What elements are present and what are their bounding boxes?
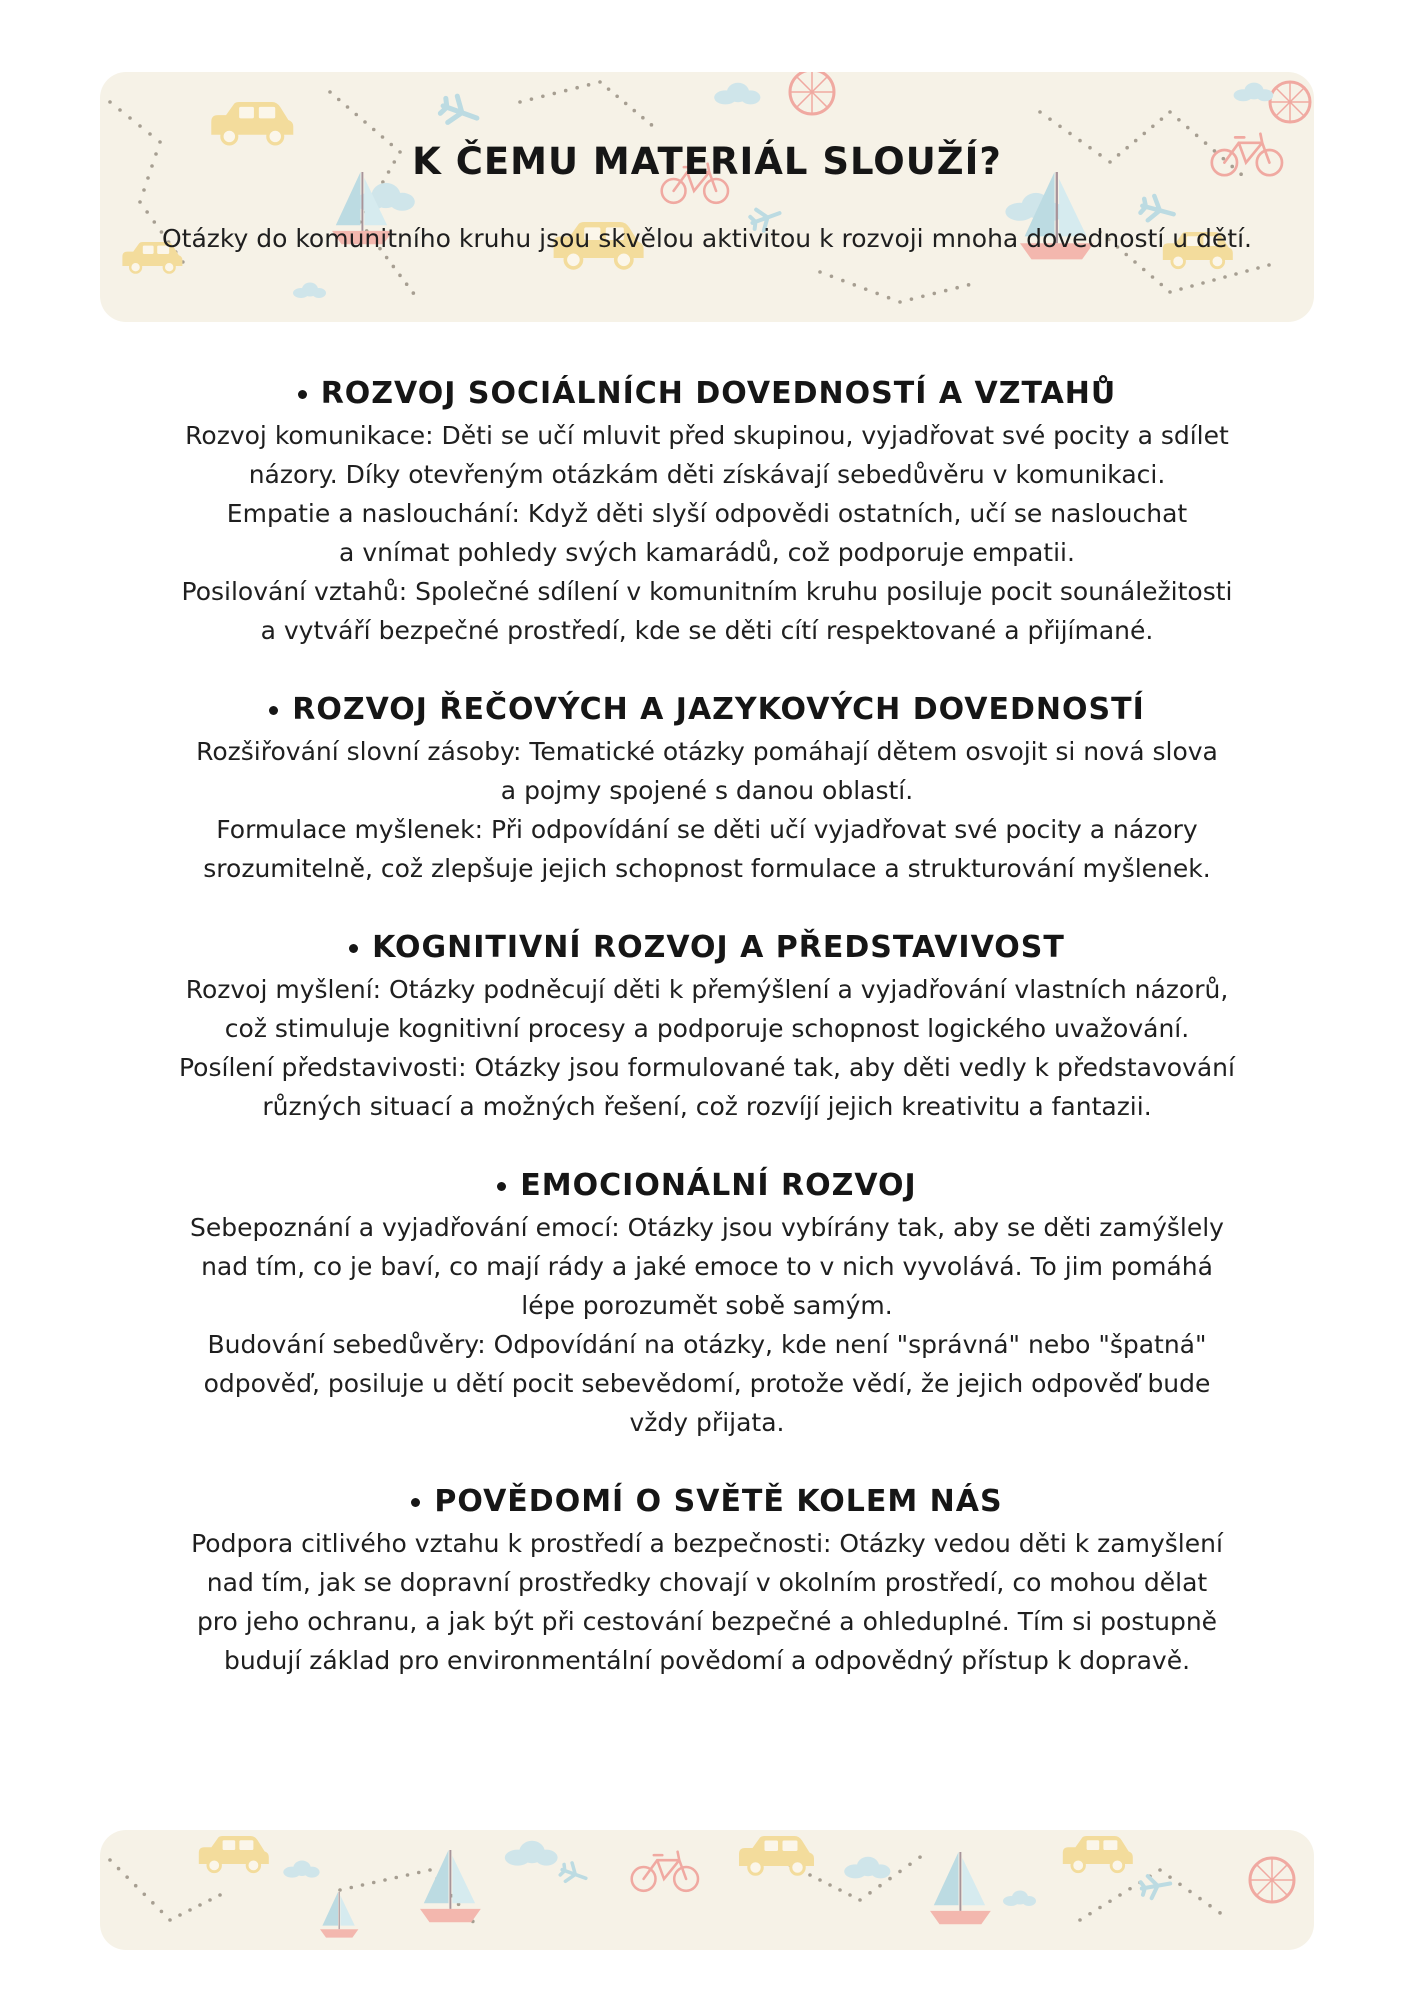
section-heading: [100, 1482, 1314, 1522]
body-line: a vnímat pohledy svých kamarádů, což podporuje empatii.: [339, 538, 1075, 567]
section-body: [100, 970, 1314, 1126]
page-title: K ČEMU MATERIÁL SLOUŽÍ?: [412, 140, 1002, 183]
bullet-icon: [269, 706, 278, 715]
section-heading: [100, 928, 1314, 968]
body-line: odpověď, posiluje u dětí pocit sebevědomí, protože vědí, že jejich odpověď bude: [203, 1369, 1211, 1398]
airplane-icon: [559, 1860, 589, 1887]
section-body: [100, 1208, 1314, 1442]
cloud-icon: [293, 283, 326, 299]
body-line: Posílení představivosti: Otázky jsou formulované tak, aby děti vedly k představování: [179, 1053, 1235, 1082]
page-subtitle: Otázky do komunitního kruhu jsou skvělou aktivitou k rozvoji mnoha dovedností u dětí.: [161, 224, 1252, 253]
body-line: nad tím, jak se dopravní prostředky chovají v okolním prostředí, co mohou dělat: [206, 1568, 1208, 1597]
body-line: různých situací a možných řešení, což rozvíjí jejich kreativitu a fantazii.: [262, 1092, 1152, 1121]
body-line: vždy přijata.: [629, 1408, 785, 1437]
body-line: a vytváří bezpečné prostředí, kde se děti cítí respektované a přijímané.: [260, 616, 1154, 645]
cloud-icon: [1003, 1891, 1036, 1907]
section-heading: [100, 690, 1314, 730]
airplane-icon: [1140, 1872, 1172, 1899]
section-body: [100, 416, 1314, 650]
bicycle-icon: [632, 1852, 698, 1891]
footer-banner: [100, 1830, 1314, 1950]
bullet-icon: [349, 944, 358, 953]
body-line: a pojmy spojené s danou oblastí.: [500, 776, 914, 805]
car-icon: [199, 1836, 269, 1872]
body-line: Posilování vztahů: Společné sdílení v komunitním kruhu posiluje pocit sounáležitosti: [181, 577, 1233, 606]
airplane-icon: [1139, 194, 1177, 227]
cloud-icon: [714, 83, 760, 105]
body-line: pro jeho ochranu, a jak být při cestování bezpečné a ohleduplné. Tím si postupně: [196, 1607, 1218, 1636]
airplane-icon: [438, 93, 481, 132]
bullet-icon: [497, 1182, 506, 1191]
section-heading: [100, 1166, 1314, 1206]
dotted-path: [328, 90, 415, 295]
body-line: Budování sebedůvěry: Odpovídání na otázky, kde není "správná" nebo "špatná": [207, 1330, 1207, 1359]
body-line: nad tím, co je baví, co mají rády a jaké emoce to v nich vyvolává. To jim pomáhá: [201, 1252, 1213, 1281]
cloud-icon: [1234, 83, 1274, 102]
body-line: Rozšiřování slovní zásoby: Tematické otázky pomáhají dětem osvojit si nová slova: [196, 737, 1218, 766]
content: [100, 374, 1314, 1720]
body-line: Formulace myšlenek: Při odpovídání se děti učí vyjadřovat své pocity a názory: [216, 815, 1198, 844]
section-heading-text: KOGNITIVNÍ ROZVOJ A PŘEDSTAVIVOST: [372, 930, 1065, 965]
cloud-icon: [844, 1857, 890, 1879]
car-icon: [739, 1836, 814, 1874]
car-icon: [1063, 1836, 1133, 1872]
wheel-icon: [1250, 1858, 1294, 1902]
body-line: názory. Díky otevřeným otázkám děti získávají sebedůvěru v komunikaci.: [248, 460, 1166, 489]
wheel-icon: [790, 72, 834, 114]
body-line: lépe porozumět sobě samým.: [521, 1291, 893, 1320]
body-line: Rozvoj myšlení: Otázky podněcují děti k přemýšlení a vyjadřování vlastních názorů,: [185, 975, 1229, 1004]
car-icon: [211, 102, 293, 144]
section-body: [100, 1524, 1314, 1680]
body-line: srozumitelně, což zlepšuje jejich schopnost formulace a strukturování myšlenek.: [203, 854, 1211, 883]
section-social: [100, 374, 1314, 650]
cloud-icon: [505, 1841, 558, 1866]
section-heading: [100, 374, 1314, 414]
sailboat-icon: [320, 1892, 358, 1938]
body-line: Rozvoj komunikace: Děti se učí mluvit před skupinou, vyjadřovat své pocity a sdílet: [185, 421, 1229, 450]
sailboat-icon: [930, 1852, 991, 1924]
bullet-icon: [411, 1498, 420, 1507]
section-emotional: [100, 1166, 1314, 1442]
body-line: budují základ pro environmentální povědomí a odpovědný přístup k dopravě.: [223, 1646, 1191, 1675]
transport-pattern: [100, 1830, 1314, 1950]
section-heading-text: ROZVOJ SOCIÁLNÍCH DOVEDNOSTÍ A VZTAHŮ: [320, 376, 1117, 411]
section-heading-text: EMOCIONÁLNÍ ROZVOJ: [520, 1168, 917, 1203]
dotted-path: [108, 1858, 222, 1922]
section-body: [100, 732, 1314, 888]
body-line: Sebepoznání a vyjadřování emocí: Otázky jsou vybírány tak, aby se děti zamýšlely: [190, 1213, 1224, 1242]
transport-pattern: [100, 72, 1314, 322]
dotted-path: [518, 80, 653, 126]
body-line: Podpora citlivého vztahu k prostředí a bezpečnosti: Otázky vedou děti k zamyšlení: [191, 1529, 1223, 1558]
section-heading-text: POVĚDOMÍ O SVĚTĚ KOLEM NÁS: [434, 1484, 1003, 1519]
section-cognitive: [100, 928, 1314, 1126]
section-heading-text: ROZVOJ ŘEČOVÝCH A JAZYKOVÝCH DOVEDNOSTÍ: [292, 692, 1145, 727]
section-speech: [100, 690, 1314, 888]
section-world: [100, 1482, 1314, 1680]
body-line: Empatie a naslouchání: Když děti slyší odpovědi ostatních, učí se naslouchat: [226, 499, 1188, 528]
bullet-icon: [298, 390, 307, 399]
cloud-icon: [283, 1861, 319, 1878]
dotted-path: [818, 270, 970, 304]
wheel-icon: [1270, 82, 1310, 122]
sailboat-icon: [420, 1850, 481, 1922]
body-line: což stimuluje kognitivní procesy a podporuje schopnost logického uvažování.: [224, 1014, 1190, 1043]
header-banner: [100, 72, 1314, 322]
